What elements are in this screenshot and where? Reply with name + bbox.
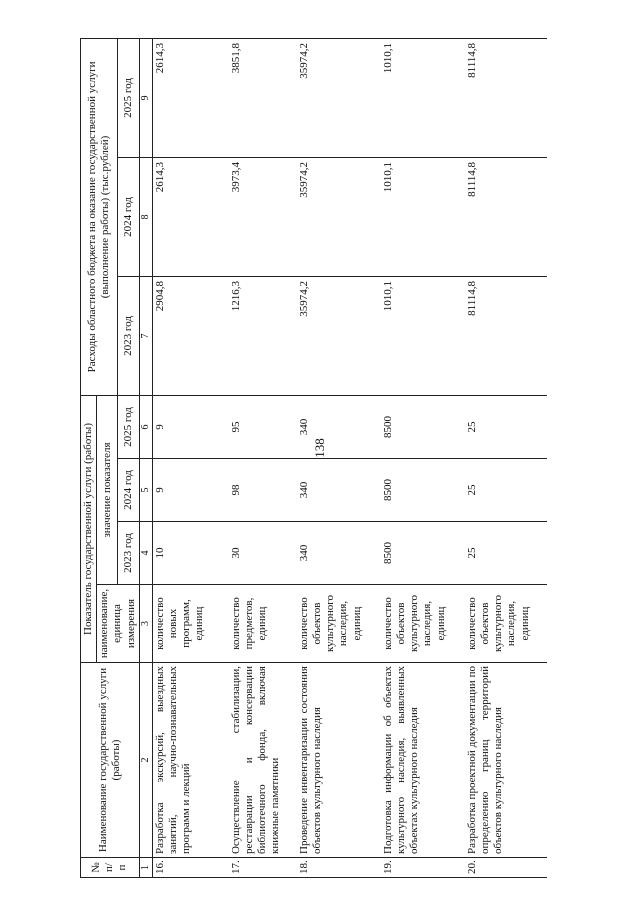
value-2023: 30 <box>229 522 297 585</box>
expense-2024: 35974,2 <box>297 157 381 276</box>
table-row <box>152 38 229 877</box>
page-number: 138 <box>312 438 327 458</box>
service-name: Осуществление стабилизации, реставрации и консервации библиотечного фонда, включая книжные памятники <box>229 663 297 858</box>
expense-2024: 1010,1 <box>381 157 465 276</box>
row-number: 16. <box>152 858 229 878</box>
expense-2023: 2904,8 <box>152 276 229 395</box>
header-no: № п/п <box>81 858 140 878</box>
header-year: 2023 год <box>118 522 139 585</box>
value-2024: 98 <box>229 459 297 522</box>
header-year: 2024 год <box>118 157 139 276</box>
expense-2024: 3973,4 <box>229 157 297 276</box>
indicator-unit: количество новых программ, единиц <box>152 585 229 663</box>
column-number: 9 <box>139 38 152 157</box>
header-year: 2023 год <box>118 276 139 395</box>
service-name: Подготовка информации об объектах культурного наследия, выявленных объектах культурного наследия <box>381 663 465 858</box>
value-2025: 340 <box>297 395 381 458</box>
indicator-unit: количество предметов, единиц <box>229 585 297 663</box>
indicator-unit: количество объектов культурного наследия, единиц <box>465 585 547 663</box>
header-service-name: Наименование государственной услуги (работы) <box>81 663 140 858</box>
value-2024: 8500 <box>381 459 465 522</box>
indicator-unit: количество объектов культурного наследия, единиц <box>381 585 465 663</box>
header-indicator-value: значение показателя <box>97 395 118 584</box>
column-number: 3 <box>139 585 152 663</box>
value-2023: 340 <box>297 522 381 585</box>
column-number: 4 <box>139 522 152 585</box>
row-number: 20. <box>465 858 547 878</box>
header-year: 2025 год <box>118 395 139 458</box>
table-row <box>297 38 381 877</box>
service-name: Проведение инвентаризации состояния объектов культурного наследия <box>297 663 381 858</box>
rotated-table-container <box>80 38 570 878</box>
column-number: 5 <box>139 459 152 522</box>
expense-2025: 2614,3 <box>152 38 229 157</box>
value-2025: 25 <box>465 395 547 458</box>
service-name: Разработка экскурсий, выездных занятий, научно-познавательных программ и лекций <box>152 663 229 858</box>
expense-2023: 35974,2 <box>297 276 381 395</box>
expense-2025: 81114,8 <box>465 38 547 157</box>
value-2023: 8500 <box>381 522 465 585</box>
header-year: 2024 год <box>118 459 139 522</box>
expense-2024: 81114,8 <box>465 157 547 276</box>
services-table <box>80 38 547 878</box>
row-number: 17. <box>229 858 297 878</box>
header-indicator-name: наименование, единица измерения <box>97 585 140 663</box>
expense-2023: 81114,8 <box>465 276 547 395</box>
expense-2024: 2614,3 <box>152 157 229 276</box>
column-number: 8 <box>139 157 152 276</box>
value-2025: 95 <box>229 395 297 458</box>
expense-2025: 35974,2 <box>297 38 381 157</box>
table-row <box>229 38 297 877</box>
value-2025: 9 <box>152 395 229 458</box>
header-indicator-group: Показатель государственной услуги (работы) <box>81 395 97 662</box>
expense-2025: 1010,1 <box>381 38 465 157</box>
value-2025: 8500 <box>381 395 465 458</box>
expense-2023: 1216,3 <box>229 276 297 395</box>
value-2023: 10 <box>152 522 229 585</box>
column-number: 7 <box>139 276 152 395</box>
indicator-unit: количество объектов культурного наследия, единиц <box>297 585 381 663</box>
column-number: 2 <box>139 663 152 858</box>
row-number: 19. <box>381 858 465 878</box>
value-2023: 25 <box>465 522 547 585</box>
service-name: Разработка проектной документации по определению границ территорий объектов культурного наследия <box>465 663 547 858</box>
header-expense-group: Расходы областного бюджета на оказание государственной услуги (выполнение работы) (тыс.рублей) <box>81 38 118 395</box>
column-number: 1 <box>139 858 152 878</box>
value-2024: 25 <box>465 459 547 522</box>
header-year: 2025 год <box>118 38 139 157</box>
column-number: 6 <box>139 395 152 458</box>
table-row <box>381 38 465 877</box>
row-number: 18. <box>297 858 381 878</box>
table-row <box>465 38 547 877</box>
expense-2023: 1010,1 <box>381 276 465 395</box>
value-2024: 340 <box>297 459 381 522</box>
value-2024: 9 <box>152 459 229 522</box>
expense-2025: 3851,8 <box>229 38 297 157</box>
